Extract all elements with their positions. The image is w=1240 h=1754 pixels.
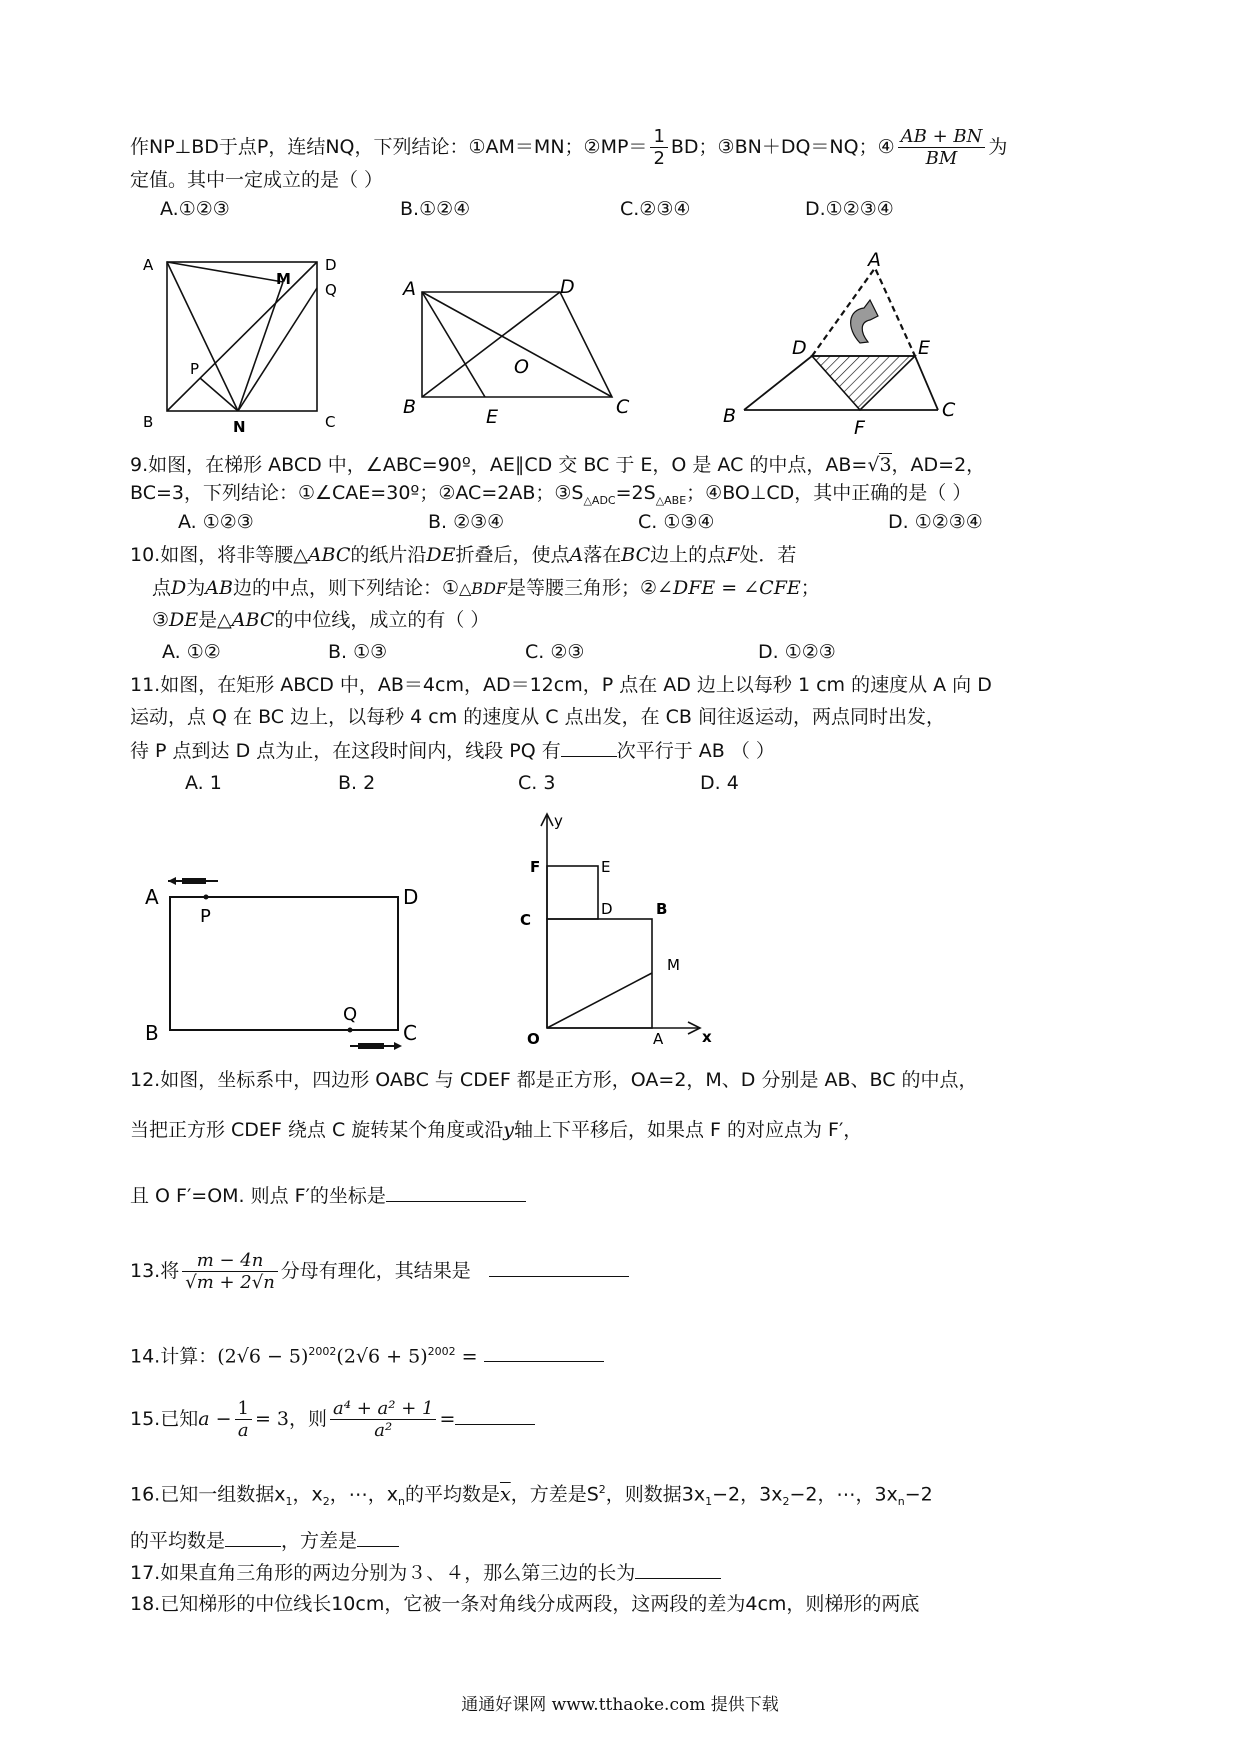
rect-label-p: P xyxy=(200,906,211,927)
trap-label-c: C xyxy=(616,396,630,418)
trap-label-o: O xyxy=(514,356,529,378)
coord-label-a: A xyxy=(653,1030,664,1048)
coord-label-x: x xyxy=(702,1028,712,1046)
coord-label-f: F xyxy=(530,858,541,876)
q11-option-c: C. 3 xyxy=(518,772,556,794)
fold-label-f: F xyxy=(854,417,865,439)
q12-line3: 且 O F′=OM. 则点 F′的坐标是 xyxy=(130,1183,526,1208)
q16-line2: 的平均数是 ，方差是 xyxy=(130,1528,399,1553)
rect-label-d: D xyxy=(403,885,419,909)
square-label-q: Q xyxy=(325,281,337,299)
q11-line3: 待 P 点到达 D 点为止，在这段时间内，线段 PQ 有 次平行于 AB （ ） xyxy=(130,740,775,762)
square-label-c: C xyxy=(325,413,336,431)
q12-answer-blank[interactable] xyxy=(386,1183,526,1202)
q11-option-d: D. 4 xyxy=(700,772,739,794)
q9-option-c: C. ①③④ xyxy=(638,511,715,533)
coord-label-e: E xyxy=(601,858,611,876)
trap-label-a: A xyxy=(403,278,416,300)
trap-label-d: D xyxy=(560,276,575,298)
q17-answer-blank[interactable] xyxy=(635,1560,721,1579)
q8-option-d: D.①②③④ xyxy=(805,198,894,220)
figure-rectangle xyxy=(140,880,440,1045)
q16-mean-blank[interactable] xyxy=(225,1528,281,1547)
square-label-p: P xyxy=(190,360,200,378)
q10-option-a: A. ①② xyxy=(162,641,221,663)
figure-square xyxy=(140,250,350,436)
fold-label-e: E xyxy=(918,337,931,359)
q15-answer-blank[interactable] xyxy=(455,1406,535,1425)
q8-option-c: C.②③④ xyxy=(620,198,691,220)
q10-line3: ③DE是△ABC的中位线，成立的有（ ） xyxy=(152,609,490,631)
rect-label-c: C xyxy=(403,1021,417,1045)
q8-fraction: $\frac{AB + BN}{BM}$ xyxy=(898,126,986,169)
coord-label-d: D xyxy=(601,900,613,918)
q11-answer-blank[interactable] xyxy=(561,738,617,757)
q11-option-b: B. 2 xyxy=(338,772,376,794)
q15-fraction-2: $\frac{\text{a⁴ + a² + 1}}{\text{a²}}$ xyxy=(330,1398,436,1441)
q11-line2: 运动，点 Q 在 BC 边上，以每秒 4 cm 的速度从 C 点出发，在 CB 间往返运动，两点同时出发， xyxy=(130,706,945,728)
q14-line: 14.计算：$(2√6 - 5)^{2002}(2√6 + 5)^{2002}$ = xyxy=(130,1340,604,1368)
fold-label-d: D xyxy=(792,337,807,359)
square-label-m: M xyxy=(276,270,291,288)
q8-option-a: A.①②③ xyxy=(160,198,230,220)
fold-label-c: C xyxy=(942,399,956,421)
q17-line: 17.如果直角三角形的两边分别为３、４，那么第三边的长为 xyxy=(130,1560,721,1585)
square-label-n: N xyxy=(233,418,246,436)
page-footer: 通通好课网 www.tthaoke.com 提供下载 xyxy=(461,1695,779,1715)
q13-line: 13.将 $\frac{m - 4n}{√m + 2√n}$ 分母有理化，其结果是 xyxy=(130,1245,629,1297)
q10-line2: 点D为AB边的中点，则下列结论：①△BDF是等腰三角形；②∠DFE = ∠CFE； xyxy=(152,577,820,599)
q9-line1: 9.如图，在梯形 ABCD 中，∠ABC=90º，AE∥CD 交 BC 于 E，O 是 AC 的中点，AB=√3，AD=2， xyxy=(130,454,986,476)
q9-option-b: B. ②③④ xyxy=(428,511,505,533)
coord-label-m: M xyxy=(667,956,680,974)
fold-label-a: A xyxy=(868,249,881,271)
q8-half-fraction: $\frac{1}{2}$ xyxy=(650,126,667,169)
q8-line2: 定值。其中一定成立的是（ ） xyxy=(130,169,384,191)
q18-line: 18.已知梯形的中位线长10cm，它被一条对角线分成两段，这两段的差为4cm，则梯形的两底 xyxy=(130,1593,920,1615)
q9-line2: BC=3，下列结论：①∠CAE=30º；②AC=2AB；$③S_{\triangle ADC}=2S_{\triangle ABE}$；④BO⊥CD，其中正确的是（ ） xyxy=(130,482,972,507)
square-label-b: B xyxy=(143,413,154,431)
q14-answer-blank[interactable] xyxy=(484,1343,604,1362)
figure-trapezoid xyxy=(400,265,650,440)
q16-variance-blank[interactable] xyxy=(357,1528,399,1547)
q16-line1: 16.已知一组数据$x_1$，$x_2$，⋯，$x_n$的平均数是$\overline{x}$，方差是$S^2$，则数据$3x_1-2$，$3x_2-2$，⋯，$3x_n-2$ xyxy=(130,1483,933,1509)
coord-label-o: O xyxy=(527,1030,540,1048)
rect-label-q: Q xyxy=(343,1004,358,1025)
q8-option-b: B.①②④ xyxy=(400,198,471,220)
square-label-a: A xyxy=(143,256,154,274)
rect-label-b: B xyxy=(145,1021,159,1045)
q10-option-d: D. ①②③ xyxy=(758,641,836,663)
q15-line: 15.已知a − $\frac{1}{a}$ = 3，则 $\frac{\text{a⁴ + a² + 1}}{\text{a²}}$ = xyxy=(130,1393,535,1445)
coord-label-b: B xyxy=(656,900,668,918)
q15-fraction-1: $\frac{1}{a}$ xyxy=(235,1398,252,1441)
q12-line2: 当把正方形 CDEF 绕点 C 旋转某个角度或沿y轴上下平移后，如果点 F 的对应点为 F′， xyxy=(130,1119,863,1141)
q10-option-b: B. ①③ xyxy=(328,641,388,663)
trap-label-e: E xyxy=(486,406,499,428)
square-label-d: D xyxy=(325,256,337,274)
q11-line1: 11.如图，在矩形 ABCD 中，AB＝4cm，AD＝12cm，P 点在 AD 边上以每秒 1 cm 的速度从 A 向 D xyxy=(130,674,992,696)
rect-label-a: A xyxy=(145,885,159,909)
q13-answer-blank[interactable] xyxy=(489,1258,629,1277)
coord-label-y: y xyxy=(554,812,563,830)
coord-label-c: C xyxy=(520,911,532,929)
q9-option-d: D. ①②③④ xyxy=(888,511,983,533)
q12-line1: 12.如图，坐标系中，四边形 OABC 与 CDEF 都是正方形，OA=2，M、D 分别是 AB、BC 的中点， xyxy=(130,1069,978,1091)
q13-fraction: $\frac{m - 4n}{√m + 2√n}$ xyxy=(182,1250,278,1293)
figure-folded-triangle xyxy=(720,249,970,448)
q8-line1: 作NP⊥BD于点P，连结NQ，下列结论：①AM＝MN；②MP＝ $\frac{1}{2}$ BD；③BN＋DQ＝NQ；④ $\frac{AB + BN}{BM}$ 为 xyxy=(130,126,1008,169)
q10-line1: 10.如图，将非等腰△ABC的纸片沿DE折叠后，使点A落在BC边上的点F处．若 xyxy=(130,544,797,566)
q10-option-c: C. ②③ xyxy=(525,641,585,663)
q11-option-a: A. 1 xyxy=(185,772,222,794)
figure-coordinate-squares xyxy=(490,808,730,1048)
q9-option-a: A. ①②③ xyxy=(178,511,254,533)
trap-label-b: B xyxy=(403,396,417,418)
fold-label-b: B xyxy=(723,405,737,427)
